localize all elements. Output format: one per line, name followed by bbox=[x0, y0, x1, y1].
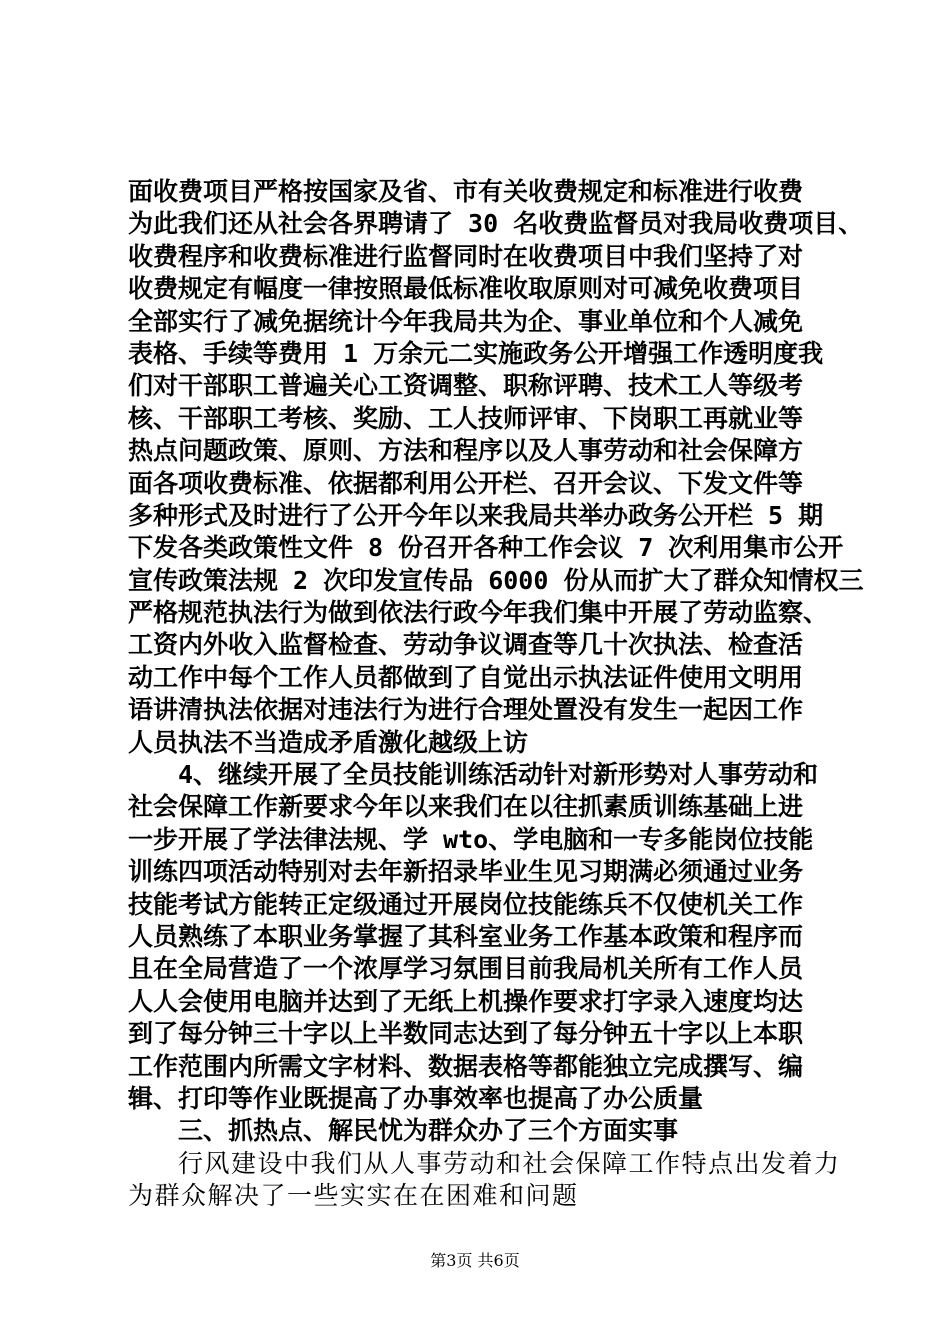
text-line: 辑、打印等作业既提高了办事效率也提高了办公质量 bbox=[128, 1083, 704, 1113]
text-line: 收费程序和收费标准进行监督同时在收费项目中我们坚持了对 bbox=[128, 241, 804, 271]
text-line: 人员执法不当造成矛盾激化越级上访 bbox=[128, 727, 529, 757]
text-line: 面收费项目严格按国家及省、市有关收费规定和标准进行收费 bbox=[128, 177, 804, 206]
text-line: 且在全局营造了一个浓厚学习氛围目前我局机关所有工作人员 bbox=[128, 954, 804, 984]
text-line: 语讲清执法依据对违法行为进行合理处置没有发生一起因工作 bbox=[128, 695, 804, 725]
text-line: 动工作中每个工作人员都做到了自觉出示执法证件使用文明用 bbox=[128, 662, 804, 692]
text-line: 面各项收费标准、依据都利用公开栏、召开会议、下发文件等 bbox=[128, 468, 804, 498]
text-line: 训练四项活动特别对去年新招录毕业生见习期满必须通过业务 bbox=[128, 857, 804, 887]
text-line: 工作范围内所需文字材料、数据表格等都能独立完成撰写、编 bbox=[128, 1051, 804, 1081]
text-line: 宣传政策法规 2 次印发宣传品 6000 份从而扩大了群众知情权三 bbox=[128, 565, 864, 595]
text-line: 表格、手续等费用 1 万余元二实施政务公开增强工作透明度我 bbox=[128, 338, 824, 368]
text-line: 全部实行了减免据统计今年我局共为企、事业单位和个人减免 bbox=[128, 306, 804, 336]
text-line: 人人会使用电脑并达到了无纸上机操作要求打字录入速度均达 bbox=[128, 986, 804, 1016]
text-line: 工资内外收入监督检查、劳动争议调查等几十次执法、检查活 bbox=[128, 630, 804, 660]
text-line: 为此我们还从社会各界聘请了 30 名收费监督员对我局收费项目、 bbox=[128, 209, 864, 239]
text-line: 人员熟练了本职业务掌握了其科室业务工作基本政策和程序而 bbox=[128, 921, 804, 951]
body-text bbox=[128, 176, 864, 1213]
text-line: 社会保障工作新要求今年以来我们在以往抓素质训练基础上进 bbox=[128, 792, 804, 822]
text-line: 多种形式及时进行了公开今年以来我局共举办政务公开栏 5 期 bbox=[128, 500, 824, 530]
text-line: 严格规范执法行为做到依法行政今年我们集中开展了劳动监察、 bbox=[128, 598, 829, 628]
text-line: 一步开展了学法律法规、学 wto、学电脑和一专多能岗位技能 bbox=[128, 824, 814, 854]
section-heading: 三、抓热点、解民忧为群众办了三个方面实事 bbox=[178, 1116, 679, 1146]
paragraph-start-line: 4、继续开展了全员技能训练活动针对新形势对人事劳动和 bbox=[178, 760, 819, 790]
text-line: 技能考试方能转正定级通过开展岗位技能练兵不仅使机关工作 bbox=[128, 889, 804, 919]
text-line: 到了每分钟三十字以上半数同志达到了每分钟五十字以上本职 bbox=[128, 1019, 804, 1049]
page-number: 第3页 共6页 bbox=[430, 1251, 520, 1270]
text-line: 们对干部职工普遍关心工资调整、职称评聘、技术工人等级考 bbox=[128, 371, 804, 401]
text-line: 为群众解决了一些实实在在困难和问题 bbox=[128, 1181, 579, 1211]
text-line: 热点问题政策、原则、方法和程序以及人事劳动和社会保障方 bbox=[128, 436, 804, 466]
text-line: 核、干部职工考核、奖励、工人技师评审、下岗职工再就业等 bbox=[128, 403, 804, 433]
text-line: 收费规定有幅度一律按照最低标准收取原则对可减免收费项目 bbox=[128, 274, 804, 304]
paragraph-start-line: 行风建设中我们从人事劳动和社会保障工作特点出发着力 bbox=[178, 1148, 841, 1178]
text-line: 下发各类政策性文件 8 份召开各种工作会议 7 次利用集市公开 bbox=[128, 533, 844, 563]
